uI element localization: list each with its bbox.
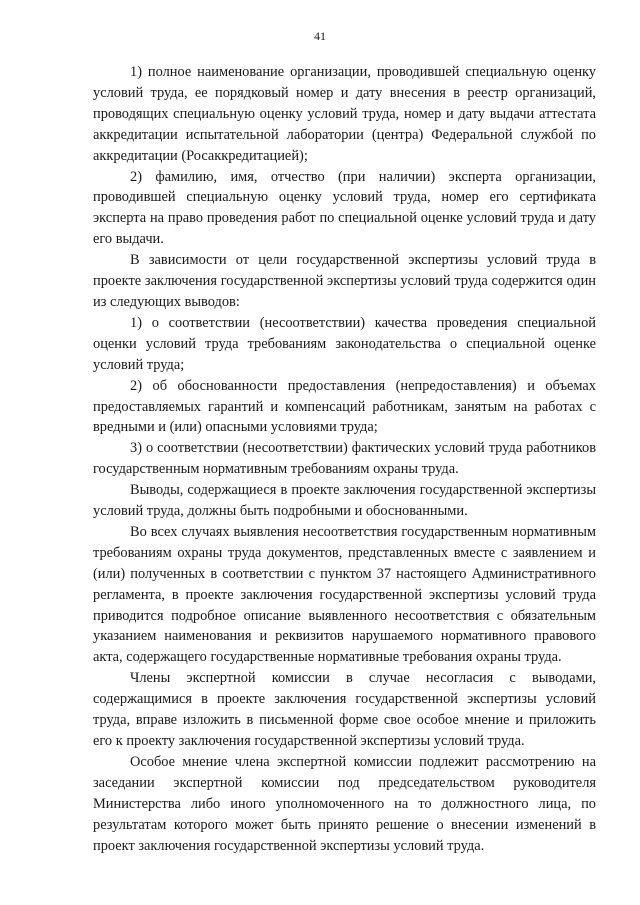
paragraph-conclusion-1: 1) о соответствии (несоответствии) качества проведения специальной оценки условий труда требованиям законодательства о специальной оценке условий труда;: [93, 314, 596, 373]
paragraph-item-2: 2) фамилию, имя, отчество (при наличии) эксперта организации, проводившей специальную оценку условий труда, номер его сертификата эксперта на право проведения работ по специальной оценке условий труда и дату его выдачи.: [93, 168, 596, 248]
paragraph-conclusions-intro: В зависимости от цели государственной экспертизы условий труда в проекте заключения государственной экспертизы условий труда содержится один из следующих выводов:: [93, 252, 596, 310]
paragraph-conclusion-2: 2) об обоснованности предоставления (непредоставления) и объемах предоставляемых гарантий и компенсаций работникам, занятым на работах с вредными и (или) опасными условиями труда;: [93, 377, 596, 436]
paragraph-nonconformity: Во всех случаях выявления несоответствия государственным нормативным требованиям охраны труда документов, представленных вместе с заявлением и (или) полученных в соответствии с пунктом 37 настоящего Административного регламента, в проекте заключения государственной экспертизы условий труда приводится подробное описание выявленного несоответствия с обязательным указанием наименования и реквизитов нарушаемого нормативного правового акта, содержащего государственные нормативные требования охраны труда.: [93, 523, 596, 666]
paragraph-conclusion-3: 3) о соответствии (несоответствии) фактических условий труда работников государственным нормативным требованиям охраны труда.: [93, 440, 596, 478]
paragraph-conclusions-requirements: Выводы, содержащиеся в проекте заключения государственной экспертизы условий труда, должны быть подробными и обоснованными.: [93, 482, 596, 520]
paragraph-dissent-review: Особое мнение члена экспертной комиссии подлежит рассмотрению на заседании экспертной комиссии под председательством руководителя Министерства либо иного уполномоченного на то должностного лица, по результатам которого может быть принято решение о внесении изменений в проект заключения государственной экспертизы условий труда.: [93, 753, 596, 854]
page-number: 41: [314, 29, 326, 43]
paragraph-dissent: Члены экспертной комиссии в случае несогласия с выводами, содержащимися в проекте заключения государственной экспертизы условий труда, вправе изложить в письменной форме свое особое мнение и приложить его к проекту заключения государственной экспертизы условий труда.: [93, 670, 596, 749]
paragraph-item-1: 1) полное наименование организации, проводившей специальную оценку условий труда, ее порядковый номер и дату внесения в реестр организаций, проводящих специальную оценку условий труда, номер и дату выдачи аттестата аккредитации испытательной лаборатории (центра) Федеральной службой по аккредитации (Росаккредитацией);: [93, 64, 596, 164]
document-body: [93, 62, 596, 856]
